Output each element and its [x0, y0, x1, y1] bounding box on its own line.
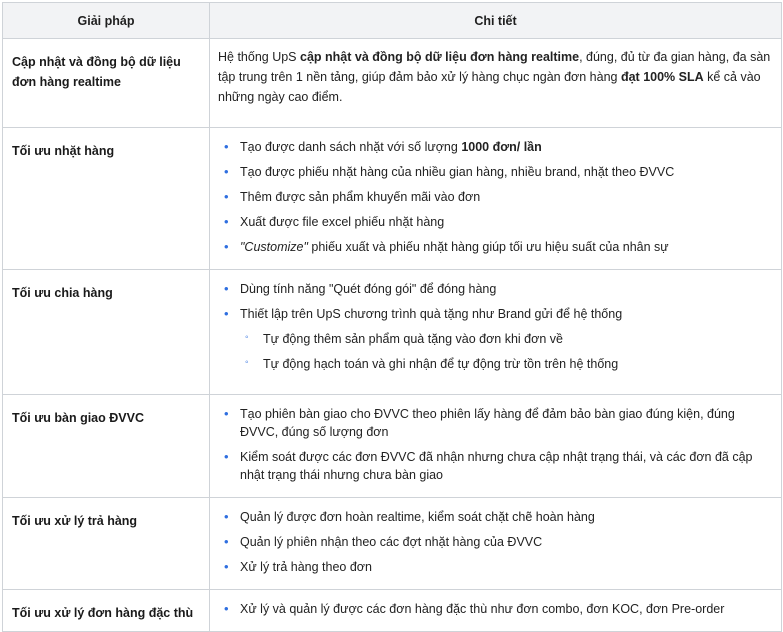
bullet-icon: •: [224, 164, 229, 179]
list-item: • Xuất được file excel phiếu nhặt hàng: [224, 214, 445, 229]
bullet-icon: •: [224, 449, 229, 464]
detail-cell: [210, 270, 782, 395]
detail-cell: [210, 590, 782, 632]
bullet-icon: •: [224, 601, 229, 616]
detail-paragraph: Hệ thống UpS cập nhật và đồng bộ dữ liệu đơn hàng realtime, đúng, đủ từ đa gian hàng, đa sàn tập trung trên 1 nền tảng, giúp đảm bảo xử lý hàng chục ngàn đơn hàng đạt 100% SLA kể cả vào những ngày cao điểm.: [218, 50, 771, 104]
solutions-table: [2, 2, 782, 632]
table-row: [3, 395, 782, 498]
solution-cell: Tối ưu nhặt hàng: [3, 128, 210, 270]
table-header-row: [3, 3, 782, 39]
list-item: • Xử lý và quản lý được các đơn hàng đặc thù như đơn combo, đơn KOC, đơn Pre-order: [224, 601, 725, 616]
table-row: [3, 270, 782, 395]
list-item: • Dùng tính năng "Quét đóng gói" để đóng hàng: [224, 281, 497, 296]
detail-list: [218, 405, 773, 484]
list-item: • Thêm được sản phẩm khuyến mãi vào đơn: [224, 189, 481, 204]
table-row: [3, 590, 782, 632]
header-detail: Chi tiết: [210, 3, 782, 39]
detail-cell: [210, 498, 782, 590]
list-item: • Quản lý phiên nhận theo các đợt nhặt hàng của ĐVVC: [224, 534, 543, 549]
list-item: • Tạo được danh sách nhặt với số lượng 1000 đơn/ lần: [224, 139, 542, 154]
bullet-icon: •: [224, 189, 229, 204]
bullet-icon: •: [224, 559, 229, 574]
bullet-icon: •: [224, 534, 229, 549]
list-item: • "Customize" phiếu xuất và phiếu nhặt hàng giúp tối ưu hiệu suất của nhân sự: [224, 239, 669, 254]
table-row: [3, 498, 782, 590]
detail-cell: [210, 128, 782, 270]
bullet-icon: •: [224, 306, 229, 321]
solution-cell: Tối ưu xử lý trả hàng: [3, 498, 210, 590]
detail-list: [218, 280, 773, 373]
list-item: • Thiết lập trên UpS chương trình quà tặng như Brand gửi để hệ thống: [224, 306, 623, 321]
solution-cell: Tối ưu chia hàng: [3, 270, 210, 395]
list-item: • Tạo phiên bàn giao cho ĐVVC theo phiên lấy hàng để đảm bảo bàn giao đúng kiện, đúng ĐVVC, đúng số lượng đơn: [224, 406, 735, 439]
sub-list-item: ◦ Tự động thêm sản phẩm quà tặng vào đơn khi đơn về: [218, 330, 773, 348]
table-row: [3, 39, 782, 128]
detail-cell: [210, 395, 782, 498]
solution-cell: Cập nhật và đồng bộ dữ liệu đơn hàng realtime: [3, 39, 210, 128]
circle-bullet-icon: ◦: [245, 357, 249, 368]
detail-list: [218, 508, 773, 576]
highlight-text: đạt 100% SLA: [620, 70, 704, 84]
detail-list: [218, 138, 773, 256]
circle-bullet-icon: ◦: [245, 332, 249, 343]
table-row: [3, 128, 782, 270]
list-item: • Quản lý được đơn hoàn realtime, kiểm soát chặt chẽ hoàn hàng: [224, 509, 595, 524]
header-solution: Giải pháp: [3, 3, 210, 39]
list-item: • Kiểm soát được các đơn ĐVVC đã nhận nhưng chưa cập nhật trạng thái, và các đơn đã cập nhật trạng thái nhưng chưa bàn giao: [224, 449, 753, 482]
bullet-icon: •: [224, 406, 229, 421]
sub-list-item: ◦ Tự động hạch toán và ghi nhận để tự động trừ tồn trên hệ thống: [218, 355, 773, 373]
bullet-icon: •: [224, 281, 229, 296]
detail-list: [218, 600, 773, 618]
solution-cell: Tối ưu bàn giao ĐVVC: [3, 395, 210, 498]
bullet-icon: •: [224, 509, 229, 524]
bullet-icon: •: [224, 214, 229, 229]
list-item: • Tạo được phiếu nhặt hàng của nhiều gian hàng, nhiều brand, nhặt theo ĐVVC: [224, 164, 675, 179]
list-item: • Xử lý trả hàng theo đơn: [224, 559, 372, 574]
solution-cell: Tối ưu xử lý đơn hàng đặc thù: [3, 590, 210, 632]
detail-cell: [210, 39, 782, 128]
bullet-icon: •: [224, 239, 229, 254]
bullet-icon: •: [224, 139, 229, 154]
highlight-text: cập nhật và đồng bộ dữ liệu đơn hàng realtime: [300, 50, 580, 64]
